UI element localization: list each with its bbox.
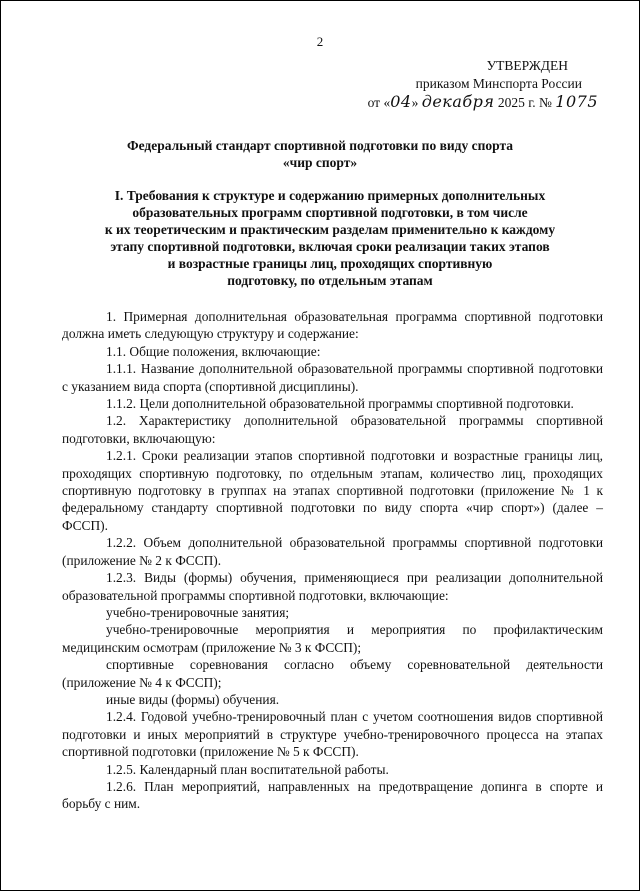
- date-mid: »: [411, 95, 419, 110]
- paragraph: 1.1. Общие положения, включающие:: [106, 343, 321, 359]
- list-item: иные виды (формы) обучения.: [106, 691, 280, 707]
- paragraph: 1.2.1. Сроки реализации этапов спортивной подготовки и возрастные границы лиц, проходящих спортивную подготовку, по отдельным этапам, количество лиц, проходящих спортивную подготовку в группах на этапах спортивной подготовки (приложение № 1 к федеральному стандарту спортивной подготовки по виду спорта «чир спорт») (далее – ФССП).: [62, 448, 603, 533]
- section-heading: [60, 188, 600, 289]
- handwritten-month: декабря: [421, 92, 495, 111]
- title-line: Федеральный стандарт спортивной подготовки по виду спорта: [126, 138, 513, 153]
- date-year: 2025 г. №: [497, 95, 552, 110]
- date-prefix: от «: [367, 95, 391, 110]
- approval-block: [338, 57, 598, 111]
- paragraph: 1.2.5. Календарный план воспитательной работы.: [106, 761, 389, 777]
- list-item: спортивные соревнования согласно объему соревновательной деятельности (приложение № 4 к ФССП);: [62, 657, 603, 690]
- document-body: [62, 308, 603, 813]
- list-item: учебно-тренировочные занятия;: [106, 604, 290, 620]
- scan-border: [0, 0, 1, 891]
- title-line: «чир спорт»: [282, 155, 358, 170]
- approval-order: приказом Минспорта России: [415, 76, 582, 91]
- section-line: к их теоретическим и практическим разделам применительно к каждому: [104, 221, 556, 237]
- handwritten-number: 1075: [555, 92, 598, 111]
- paragraph: 1.1.2. Цели дополнительной образовательной программы спортивной подготовки.: [106, 396, 574, 412]
- document-title: [60, 137, 580, 171]
- section-line: подготовку, по отдельным этапам: [227, 272, 433, 288]
- approval-heading: УТВЕРЖДЕН: [486, 58, 568, 73]
- paragraph: 1.2. Характеристику дополнительной образовательной программы спортивной подготовки, включающую:: [62, 413, 603, 446]
- section-line: I. Требования к структуре и содержанию примерных дополнительных: [114, 188, 546, 203]
- section-line: образовательных программ спортивной подготовки, в том числе: [132, 204, 528, 220]
- page-number: 2: [316, 34, 324, 49]
- handwritten-day: 04: [390, 92, 412, 111]
- list-item: учебно-тренировочные мероприятия и мероприятия по профилактическим медицинским осмотрам (приложение № 3 к ФССП);: [62, 622, 603, 655]
- paragraph: 1.2.6. План мероприятий, направленных на предотвращение допинга в спорте и борьбу с ним.: [62, 778, 603, 812]
- paragraph: 1.2.3. Виды (формы) обучения, применяющиеся при реализации дополнительной образовательной программы спортивной подготовки, включающие:: [62, 570, 603, 603]
- paragraph: 1.2.4. Годовой учебно-тренировочный план с учетом соотношения видов спортивной подготовки и иных мероприятий в структуре учебно-тренировочного процесса на этапах спортивной подготовки (приложение № 5 к ФССП).: [62, 709, 603, 760]
- paragraph: 1. Примерная дополнительная образовательная программа спортивной подготовки должна иметь следующую структуру и содержание:: [62, 309, 603, 342]
- section-line: и возрастные границы лиц, проходящих спортивную: [167, 255, 493, 271]
- approval-date-line: [338, 93, 598, 111]
- paragraph: 1.2.2. Объем дополнительной образовательной программы спортивной подготовки (приложение № 2 к ФССП).: [62, 535, 603, 568]
- scan-border: [0, 0, 640, 1]
- section-line: этапу спортивной подготовки, включая сроки реализации таких этапов: [110, 238, 550, 254]
- paragraph: 1.1.1. Название дополнительной образовательной программы спортивной подготовки с указанием вида спорта (спортивной дисциплины).: [62, 361, 603, 394]
